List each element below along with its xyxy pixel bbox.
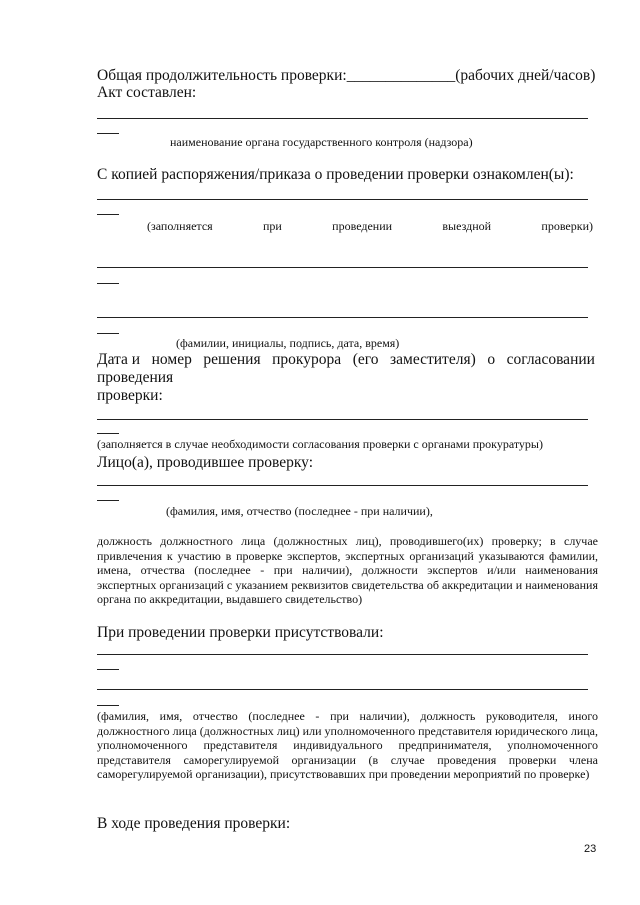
present-fill-line[interactable] xyxy=(97,654,588,655)
prosecutor-line-3: проверки: xyxy=(97,387,163,404)
act-label: Акт составлен: xyxy=(97,84,197,101)
prosecutor-fill-line[interactable] xyxy=(97,419,588,420)
present-fill-line-2-stub xyxy=(97,705,119,706)
act-fill-line[interactable] xyxy=(97,118,588,119)
inspector-caption: (фамилия, имя, отчество (последнее - при наличии), xyxy=(166,504,433,518)
prosecutor-word: Дата и xyxy=(97,351,141,368)
order-copy-fill-line-2[interactable] xyxy=(97,267,588,268)
order-copy-label: С копией распоряжения/приказа о проведении проверки ознакомлен(ы): xyxy=(97,166,574,183)
prosecutor-line-2: проведения xyxy=(97,369,174,386)
prosecutor-fill-line-stub xyxy=(97,433,119,434)
duration-blank[interactable]: ______________ xyxy=(346,67,456,84)
duration-line xyxy=(97,67,595,85)
prosecutor-line-1 xyxy=(97,351,595,369)
during-label: В ходе проведения проверки: xyxy=(97,815,291,832)
order-copy-fill-line-2-stub xyxy=(97,283,119,284)
order-copy-caption: (фамилии, инициалы, подпись, дата, время) xyxy=(176,336,400,350)
note-word: выездной xyxy=(442,219,492,233)
order-copy-note xyxy=(147,219,593,234)
inspector-fill-line[interactable] xyxy=(97,485,588,486)
duration-label: Общая продолжительность проверки: xyxy=(97,67,347,84)
inspector-label: Лицо(а), проводившее проверку: xyxy=(97,454,314,471)
page-number: 23 xyxy=(584,843,597,855)
prosecutor-word: о xyxy=(487,351,496,368)
note-word: при xyxy=(263,219,282,233)
note-word: (заполняется xyxy=(147,219,213,233)
inspector-details: должность должностного лица (должностных лиц), проводившего(их) проверку; в случае привлечения к участию в проверке экспертов, экспертных организаций указываются фамилии, имена, отчества (последнее - при наличии), должности экспертов и/или наименования экспертных организаций с указанием реквизитов свидетельства об аккредитации и наименования органа по аккредитации, выдавшего свидетельство) xyxy=(97,534,598,606)
present-fill-line-2[interactable] xyxy=(97,689,588,690)
prosecutor-word: номер xyxy=(151,351,192,368)
present-fill-line-stub xyxy=(97,669,119,670)
duration-units: (рабочих дней/часов) xyxy=(455,67,596,84)
present-caption: (фамилия, имя, отчество (последнее - при наличии), должность руководителя, иного должностного лица (должностных лиц) или уполномоченного представителя юридического лица, уполномоченного представителя индивидуального предпринимателя, уполномоченного представителя саморегулируемой организации (в случае проведения проверки члена саморегулируемой организации), присутствовавших при проведении мероприятий по проверке) xyxy=(97,709,598,781)
prosecutor-word: согласовании xyxy=(506,351,595,368)
present-label: При проведении проверки присутствовали: xyxy=(97,624,384,641)
order-copy-fill-line-3-stub xyxy=(97,333,119,334)
order-copy-fill-line-3[interactable] xyxy=(97,317,588,318)
inspector-fill-line-stub xyxy=(97,500,119,501)
order-copy-fill-line[interactable] xyxy=(97,199,588,200)
note-word: проведении xyxy=(332,219,393,233)
prosecutor-caption: (заполняется в случае необходимости согласования проверки с органами прокуратуры) xyxy=(97,437,543,451)
act-fill-line-stub xyxy=(97,133,119,134)
prosecutor-word: решения xyxy=(203,351,261,368)
note-word: проверки) xyxy=(541,219,593,233)
prosecutor-word: заместителя) xyxy=(390,351,476,368)
act-caption: наименование органа государственного контроля (надзора) xyxy=(170,135,473,149)
prosecutor-word: (его xyxy=(352,351,379,368)
prosecutor-word: прокурора xyxy=(272,351,342,368)
order-copy-fill-line-stub xyxy=(97,214,119,215)
